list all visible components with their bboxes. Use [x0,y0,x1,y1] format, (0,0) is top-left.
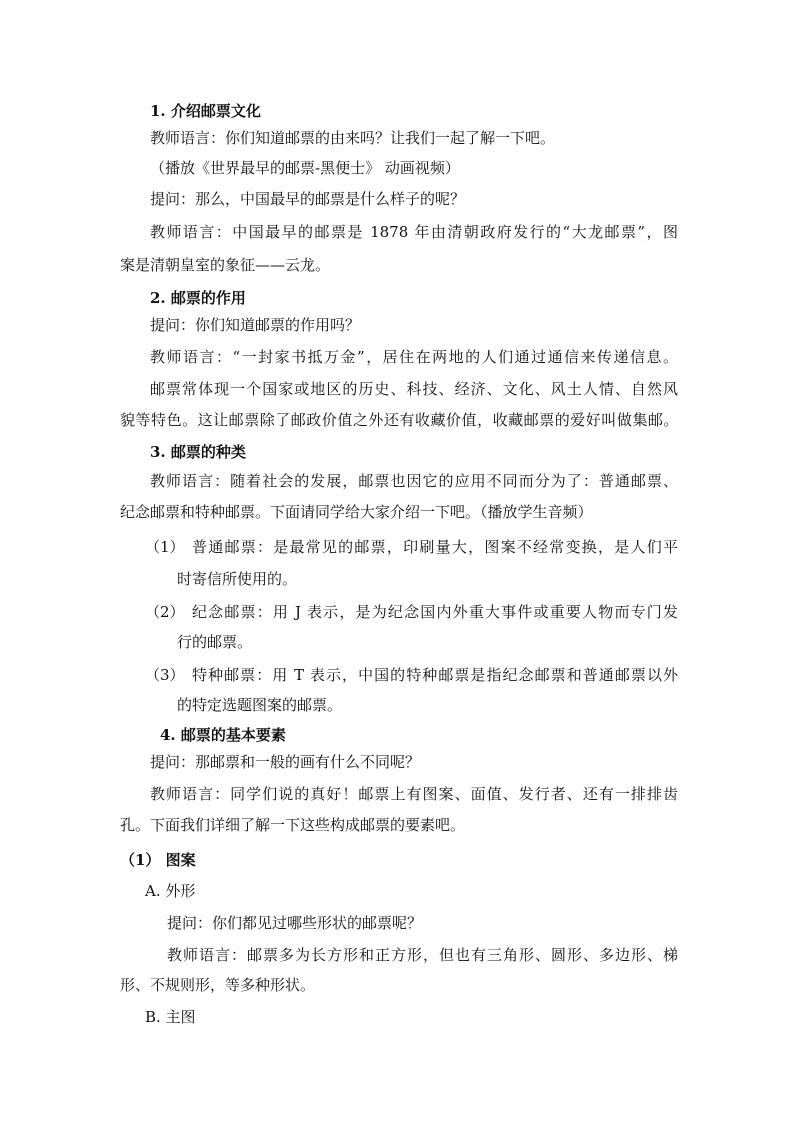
paragraph-line: 教师语言：邮票多为长方形和正方形，但也有三角形、圆形、多边形、梯 [167,946,678,964]
paragraph-line: 孔。下面我们详细了解一下这些构成邮票的要素吧。 [120,816,466,834]
paragraph-line: 提问：你们都见过哪些形状的邮票呢？ [167,914,423,932]
subsection-label: B. 主图 [145,1008,196,1026]
paragraph-line: （播放《世界最早的邮票-黑便士》 动画视频） [150,159,460,177]
paragraph-line: 教师语言：同学们说的真好！邮票上有图案、面值、发行者、还有一排排齿 [150,785,678,803]
list-item-number: （3） [145,666,185,684]
list-item-text: 纪念邮票：用 J 表示，是为纪念国内外重大事件或重要人物而专门发 [192,603,678,621]
paragraph-line: 提问：那邮票和一般的画有什么不同呢？ [150,753,421,771]
list-item-text: 时寄信所使用的。 [177,570,298,588]
section-heading: 1. 介绍邮票文化 [150,102,261,120]
section-heading: 2. 邮票的作用 [150,289,246,307]
list-item-text: 的特定选题图案的邮票。 [177,696,343,714]
paragraph-line: 纪念邮票和特种邮票。下面请同学给大家介绍一下吧。（播放学生音频） [120,503,593,521]
paragraph-line: 教师语言：随着社会的发展，邮票也因它的应用不同而分为了：普通邮票、 [150,472,678,490]
paragraph-line: 案是清朝皇室的象征——云龙。 [120,256,331,274]
subsection-heading: （1） 图案 [120,851,196,869]
paragraph-line: 教师语言：你们知道邮票的由来吗？让我们一起了解一下吧。 [150,129,556,147]
list-item-number: （2） [145,603,185,621]
paragraph-line: 教师语言：“一封家书抵万金”，居住在两地的人们通过通信来传递信息。 [150,348,678,366]
list-item-text: 特种邮票：用 T 表示，中国的特种邮票是指纪念邮票和普通邮票以外 [192,666,678,684]
paragraph-line: 貌等特色。这让邮票除了邮政价值之外还有收藏价值，收藏邮票的爱好叫做集邮。 [120,411,678,429]
subsection-label: A. 外形 [145,882,196,900]
paragraph-line: 形、不规则形，等多种形状。 [120,976,316,994]
section-heading: 3. 邮票的种类 [150,443,246,461]
paragraph-line: 提问：你们知道邮票的作用吗？ [150,316,361,334]
paragraph-line: 教师语言：中国最早的邮票是 1878 年由清朝政府发行的“大龙邮票”，图 [150,223,678,241]
paragraph-line: 提问：那么，中国最早的邮票是什么样子的呢？ [150,190,466,208]
section-heading: 4. 邮票的基本要素 [160,726,286,744]
list-item-text: 行的邮票。 [177,633,253,651]
list-item-text: 普通邮票：是最常见的邮票，印刷量大，图案不经常变换，是人们平 [192,538,678,556]
paragraph-line: 邮票常体现一个国家或地区的历史、科技、经济、文化、风土人情、自然风 [150,380,678,398]
list-item-number: （1） [145,538,185,556]
